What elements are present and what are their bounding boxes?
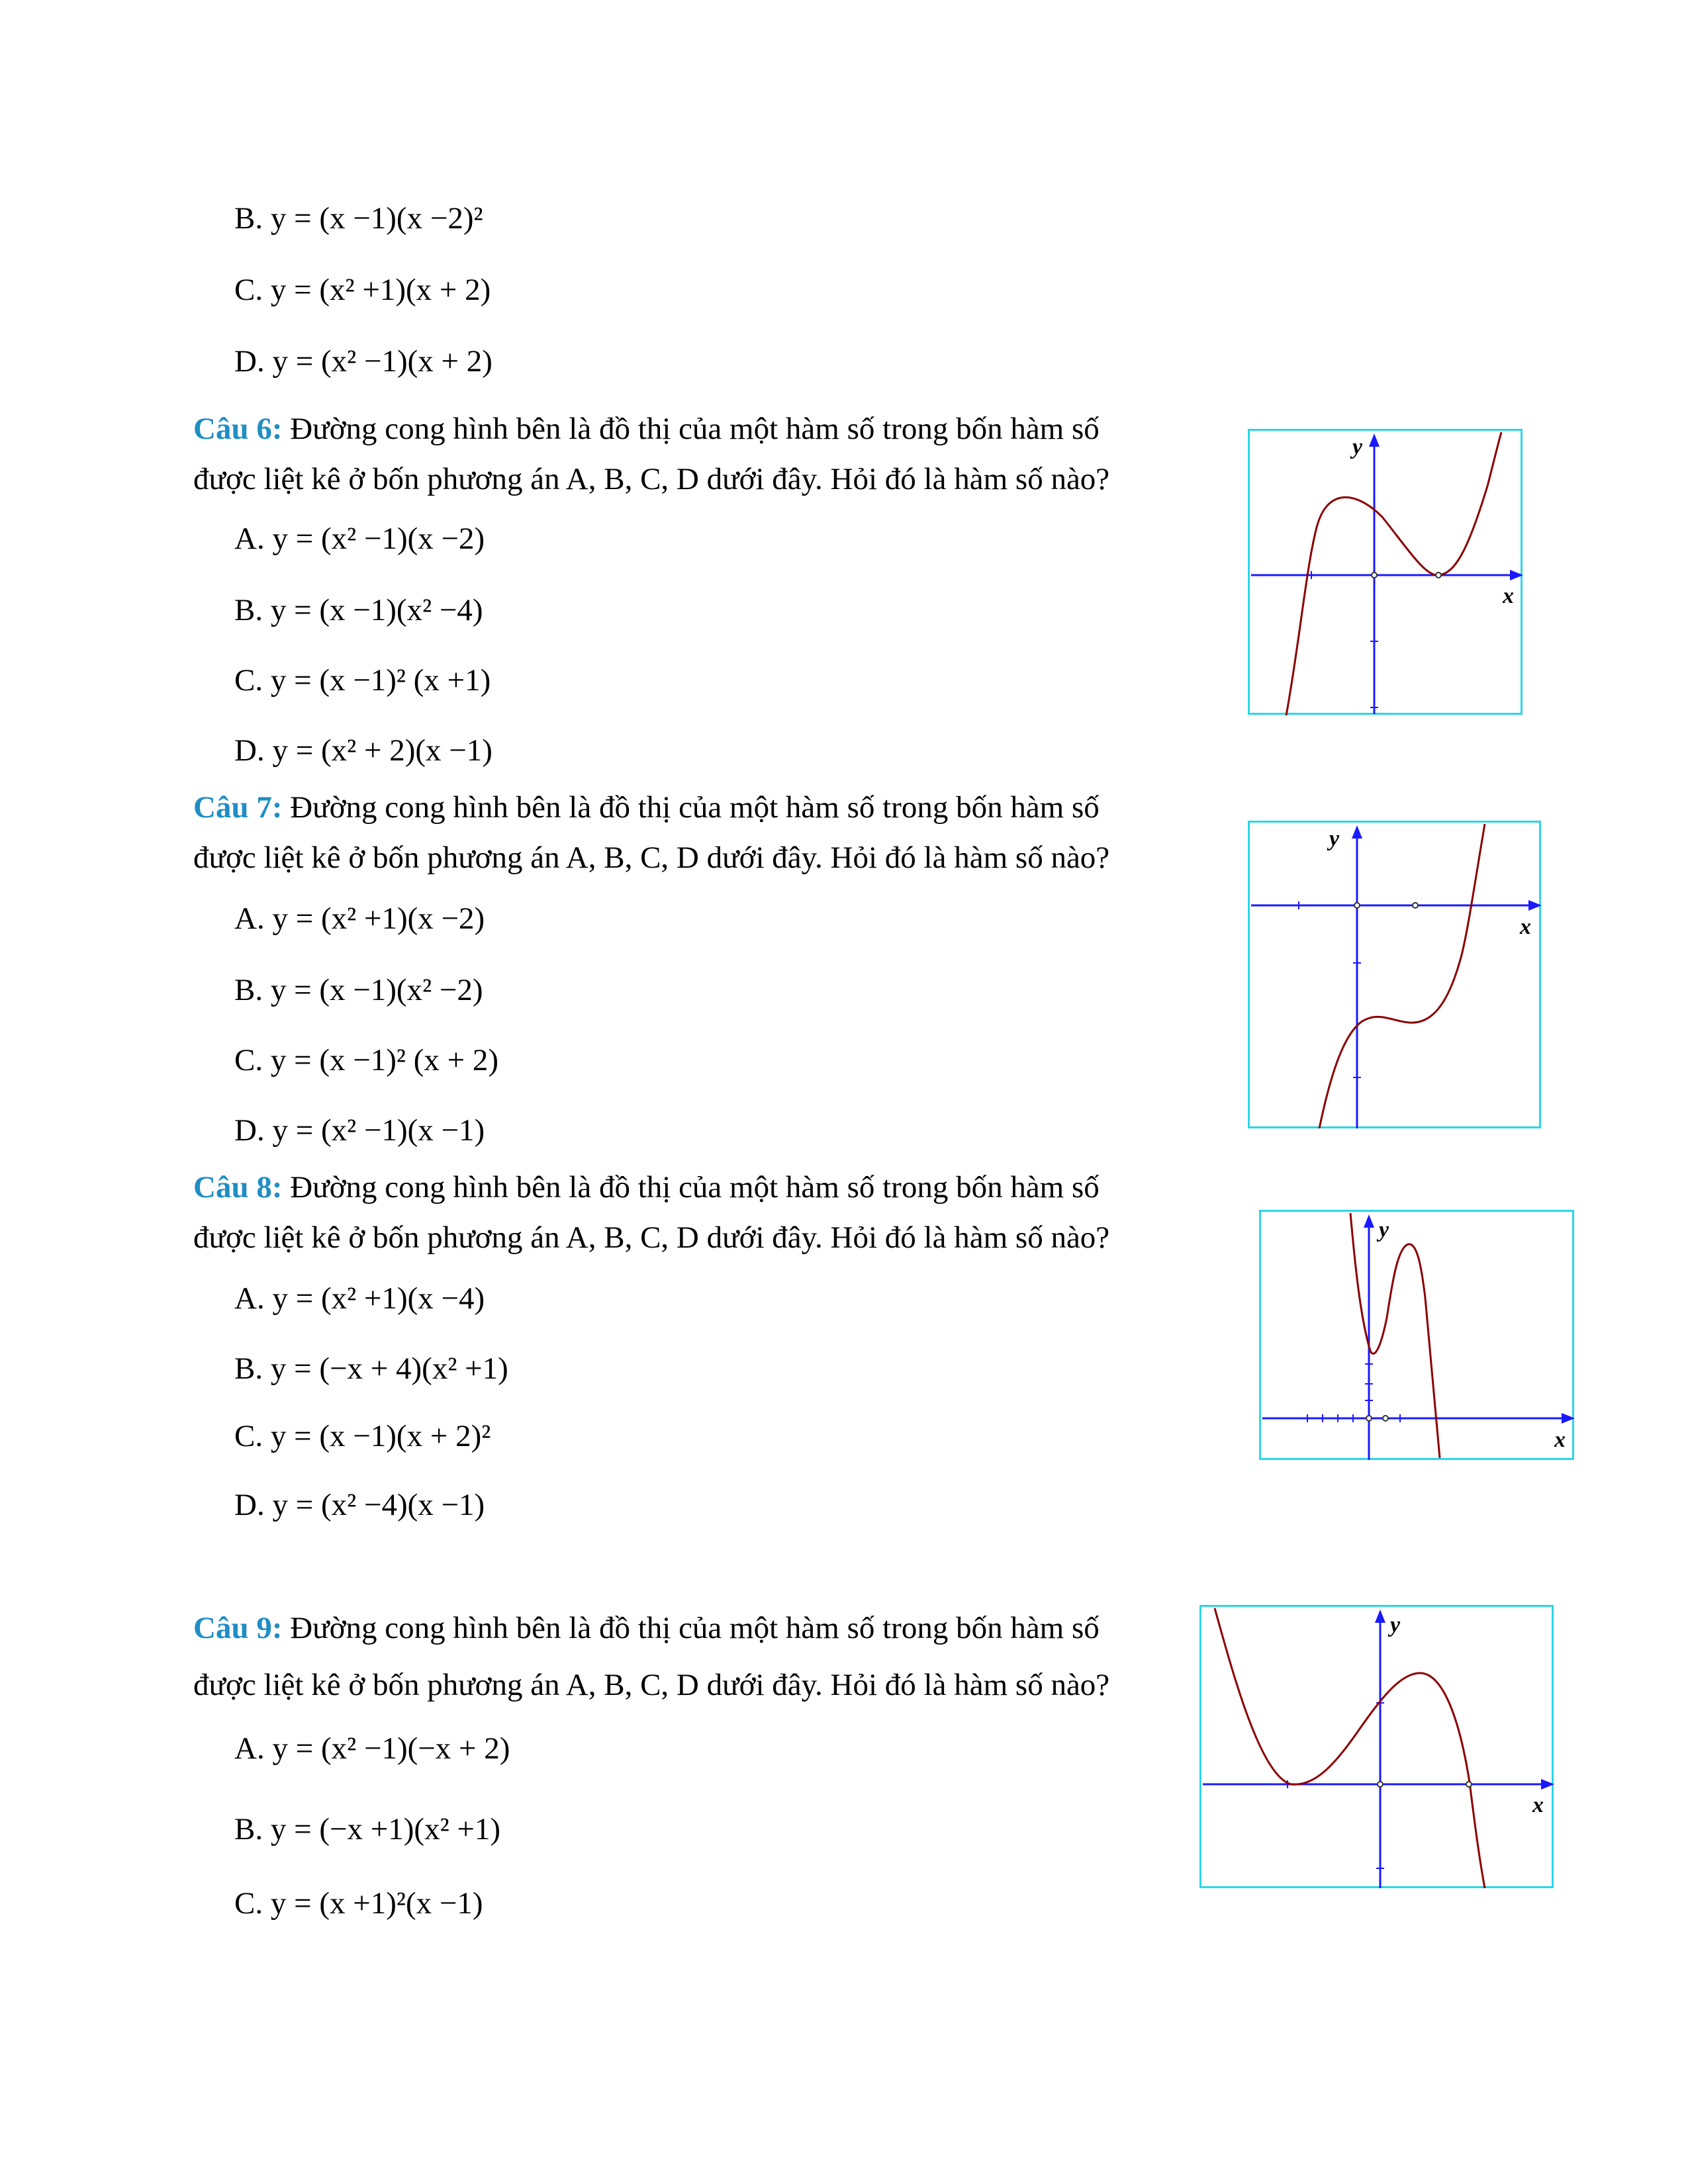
curve: [1286, 432, 1501, 715]
q9-option-b: B. y = (−x +1)(x² +1): [234, 1812, 501, 1846]
prev-option-c: C. y = (x² +1)(x + 2): [234, 273, 491, 307]
q8-line1: Câu 8: Đường cong hình bên là đồ thị của một hàm số trong bốn hàm số: [193, 1170, 1100, 1205]
curve: [1319, 824, 1485, 1128]
q7-option-b: B. y = (x −1)(x² −2): [234, 973, 483, 1007]
q7-label: Câu 7:: [193, 790, 283, 825]
q6-option-a: A. y = (x² −1)(x −2): [234, 522, 485, 556]
q9-label: Câu 9:: [193, 1611, 283, 1645]
y-axis-label: y: [1352, 435, 1363, 459]
q6-graph: [1248, 429, 1523, 715]
q6-option-c: C. y = (x −1)² (x +1): [234, 663, 491, 698]
x-axis-label: x: [1520, 915, 1531, 939]
q6-line2: được liệt kê ở bốn phương án A, B, C, D dưới đây. Hỏi đó là hàm số nào?: [193, 462, 1110, 496]
q8-option-c: C. y = (x −1)(x + 2)²: [234, 1419, 491, 1453]
q7-line2: được liệt kê ở bốn phương án A, B, C, D dưới đây. Hỏi đó là hàm số nào?: [193, 841, 1110, 875]
q8-option-d: D. y = (x² −4)(x −1): [234, 1488, 485, 1522]
x-axis-label: x: [1554, 1428, 1566, 1452]
x-axis-arrow: [1528, 900, 1542, 911]
prev-option-b: B. y = (x −1)(x −2)²: [234, 201, 483, 236]
q7-graph: [1248, 821, 1541, 1128]
q7-line1: Câu 7: Đường cong hình bên là đồ thị của một hàm số trong bốn hàm số: [193, 790, 1100, 825]
x-axis-label: x: [1532, 1793, 1544, 1817]
q9-option-a: A. y = (x² −1)(−x + 2): [234, 1731, 510, 1766]
q8-label: Câu 8:: [193, 1170, 283, 1205]
y-axis-arrow: [1364, 1214, 1374, 1228]
y-axis-label: y: [1390, 1613, 1401, 1637]
y-axis-arrow: [1375, 1610, 1385, 1623]
prev-option-d: D. y = (x² −1)(x + 2): [234, 344, 492, 379]
q7-option-c: C. y = (x −1)² (x + 2): [234, 1043, 499, 1077]
q6-line1: Câu 6: Đường cong hình bên là đồ thị của một hàm số trong bốn hàm số: [193, 412, 1100, 446]
x-axis-arrow: [1541, 1779, 1554, 1790]
q9-line1: Câu 9: Đường cong hình bên là đồ thị của một hàm số trong bốn hàm số: [193, 1611, 1100, 1645]
curve: [1215, 1608, 1485, 1888]
x-axis-label: x: [1503, 584, 1514, 608]
y-axis-label: y: [1379, 1218, 1389, 1242]
q6-option-d: D. y = (x² + 2)(x −1): [234, 733, 492, 768]
q8-option-a: A. y = (x² +1)(x −4): [234, 1281, 485, 1316]
x-axis-arrow: [1510, 570, 1523, 580]
curve: [1350, 1213, 1440, 1458]
q6-label: Câu 6:: [193, 412, 283, 446]
q8-line2: được liệt kê ở bốn phương án A, B, C, D dưới đây. Hỏi đó là hàm số nào?: [193, 1220, 1110, 1255]
y-axis-arrow: [1369, 433, 1380, 447]
q7-option-d: D. y = (x² −1)(x −1): [234, 1113, 485, 1148]
q8-graph: [1259, 1210, 1574, 1460]
q8-option-b: B. y = (−x + 4)(x² +1): [234, 1351, 508, 1386]
q9-line2: được liệt kê ở bốn phương án A, B, C, D dưới đây. Hỏi đó là hàm số nào?: [193, 1668, 1110, 1702]
x-axis-arrow: [1562, 1413, 1575, 1424]
q7-option-a: A. y = (x² +1)(x −2): [234, 901, 485, 936]
q9-option-c: C. y = (x +1)²(x −1): [234, 1886, 483, 1921]
q9-graph: [1199, 1605, 1554, 1888]
y-axis-label: y: [1329, 827, 1340, 851]
y-axis-arrow: [1352, 825, 1362, 839]
q6-option-b: B. y = (x −1)(x² −4): [234, 593, 483, 627]
